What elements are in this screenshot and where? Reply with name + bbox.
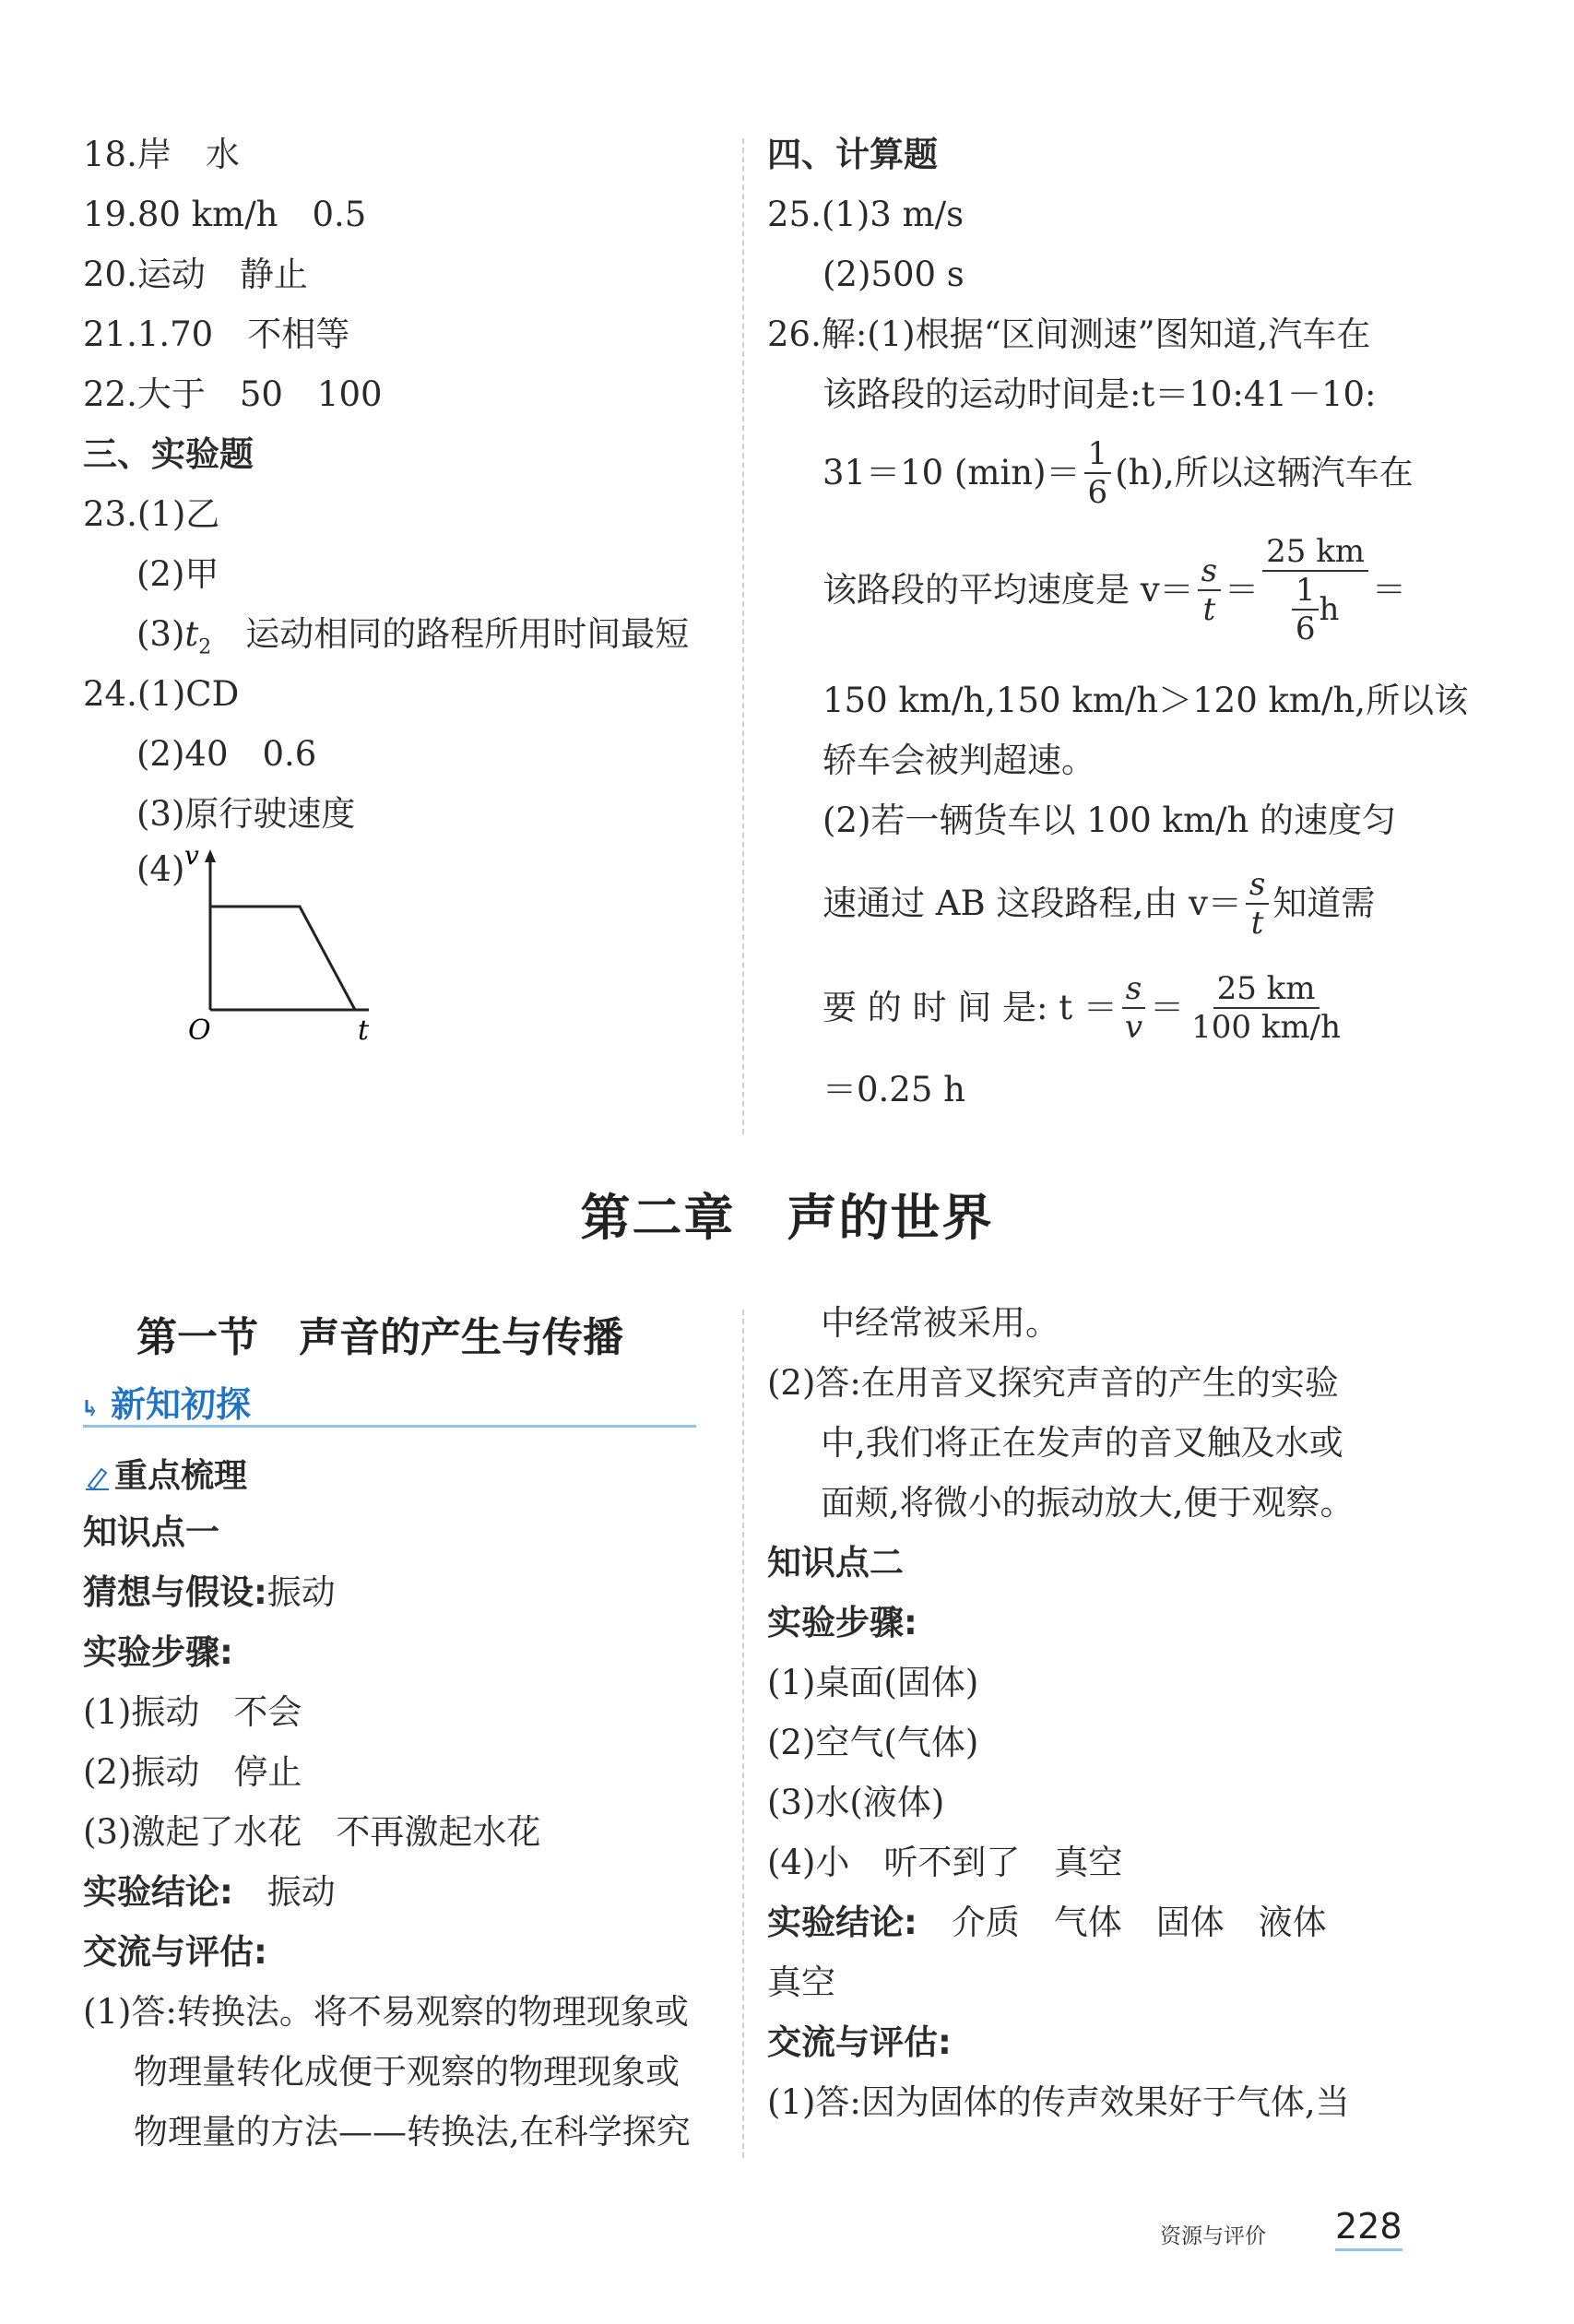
steps-label-2: 实验步骤: [767, 1603, 917, 1642]
nested-numerator: 1 [1292, 572, 1320, 611]
column-divider-bottom [742, 1310, 744, 2158]
pencil-icon [83, 1464, 111, 1491]
graph-t-label: t [358, 1014, 370, 1047]
answer-23-3-text: 运动相同的路程所用时间最短 [211, 614, 690, 654]
column-divider-top [742, 138, 744, 1134]
knowledge-point-2: 知识点二 [767, 1543, 904, 1583]
fraction-denominator: t [1202, 591, 1216, 628]
answer-26-line8-a: 速通过 AB 这段路程,由 v＝ [823, 883, 1242, 923]
fraction-one-sixth [1084, 435, 1112, 511]
fraction-denominator: v [1124, 1009, 1143, 1046]
conclusion-label: 实验结论: [83, 1872, 233, 1912]
fraction-numerator: s [1198, 552, 1221, 591]
chapter-title: 第二章 声的世界 [580, 1189, 994, 1247]
time-subscript: 2 [198, 635, 212, 659]
answer-26-line2: 该路段的运动时间是:t＝10:41－10: [823, 374, 1377, 414]
fraction-s-over-t-2 [1246, 866, 1269, 942]
answer-26-line8-b: 知道需 [1272, 883, 1376, 923]
guess-value: 振动 [266, 1572, 336, 1612]
section-heading-calculation: 四、计算题 [767, 135, 938, 174]
conclusion-value-2: 介质 气体 固体 液体 [917, 1903, 1327, 1942]
heading-rule [83, 1425, 696, 1428]
evaluation-1-line2: 物理量转化成便于观察的物理现象或 [134, 2052, 680, 2092]
right-line-1: 中经常被采用。 [821, 1303, 1059, 1343]
evaluation-1-line3: 物理量的方法——转换法,在科学探究 [134, 2112, 691, 2152]
step-2-3: (3)水(液体) [767, 1783, 945, 1822]
fraction-numerator: s [1246, 866, 1269, 905]
fraction-denominator [1288, 572, 1343, 647]
answer-24-2: (2)40 0.6 [136, 734, 317, 774]
right-line-2: (2)答:在用音叉探究声音的产生的实验 [767, 1363, 1339, 1403]
conclusion-value: 振动 [232, 1872, 336, 1912]
fraction-s-over-t [1198, 552, 1221, 628]
conclusion-line-1 [83, 1869, 336, 1915]
equals-sign: ＝ [1225, 570, 1260, 610]
answer-26-line1: 26.解:(1)根据“区间测速”图知道,汽车在 [767, 314, 1371, 354]
answer-26-line6: 轿车会被判超速。 [823, 741, 1095, 780]
time-symbol: t [184, 614, 199, 654]
step-1: (1)振动 不会 [83, 1692, 302, 1732]
step-2-1: (1)桌面(固体) [767, 1663, 979, 1702]
answer-26-line8 [823, 862, 1375, 945]
answer-24-4: (4) [136, 849, 185, 889]
fraction-s-over-v [1121, 970, 1146, 1046]
bookmark-icon [83, 1396, 105, 1418]
fraction-25km-over-sixth-h [1262, 533, 1368, 647]
graph-v-arrow [205, 849, 216, 862]
nested-fraction [1292, 572, 1320, 647]
answer-26-line3-a: 31＝10 (min)＝ [823, 453, 1081, 492]
equals-sign: ＝ [1150, 988, 1185, 1027]
answer-26-line4-a: 该路段的平均速度是 v＝ [823, 570, 1194, 610]
answer-24-3: (3)原行驶速度 [136, 794, 356, 834]
fraction-numerator: 1 [1084, 435, 1112, 474]
answer-19: 19.80 km/h 0.5 [83, 195, 367, 234]
answer-26-line9 [823, 966, 1348, 1049]
answer-21: 21.1.70 不相等 [83, 314, 350, 354]
fraction-numerator: s [1122, 970, 1145, 1009]
fraction-numerator: 25 km [1213, 970, 1320, 1009]
answer-26-line3-b: (h),所以这辆汽车在 [1115, 453, 1414, 492]
velocity-time-graph [184, 844, 387, 1047]
right-line-3: 中,我们将正在发声的音叉触及水或 [821, 1423, 1343, 1463]
answer-26-line4 [823, 530, 1406, 650]
answer-20: 20.运动 静止 [83, 255, 308, 294]
fraction-numerator: 25 km [1262, 533, 1368, 572]
new-knowledge-heading [83, 1376, 251, 1427]
fraction-denominator: t [1250, 905, 1264, 942]
fraction-denominator: 100 km/h [1191, 1009, 1342, 1046]
new-knowledge-label: 新知初探 [111, 1384, 252, 1425]
answer-25-2: (2)500 s [823, 255, 965, 294]
graph-v-label: v [184, 844, 199, 871]
answer-26-line7: (2)若一辆货车以 100 km/h 的速度匀 [823, 800, 1397, 840]
knowledge-point-1: 知识点一 [83, 1512, 219, 1552]
graph-line [210, 907, 355, 1010]
step-2-4: (4)小 听不到了 真空 [767, 1843, 1123, 1882]
answer-26-line5: 150 km/h,150 km/h＞120 km/h,所以该 [823, 681, 1469, 720]
answer-24-1: 24.(1)CD [83, 674, 240, 714]
right-line-4: 面颊,将微小的振动放大,便于观察。 [821, 1483, 1355, 1523]
fraction-25km-over-100kmh [1188, 970, 1344, 1046]
answer-26-result: ＝0.25 h [823, 1070, 965, 1109]
guess-label: 猜想与假设: [83, 1572, 267, 1612]
steps-label-1: 实验步骤: [83, 1632, 233, 1672]
answer-18: 18.岸 水 [83, 135, 240, 174]
answer-22: 22.大于 50 100 [83, 374, 383, 414]
evaluation-1-line1: (1)答:转换法。将不易观察的物理现象或 [83, 1992, 689, 2032]
guess-line [83, 1570, 336, 1616]
evaluation-2-line1: (1)答:因为固体的传声效果好于气体,当 [767, 2082, 1350, 2122]
conclusion-line-2b: 真空 [767, 1962, 835, 2002]
graph-origin-label: O [188, 1014, 211, 1047]
evaluation-label-2: 交流与评估: [767, 2022, 952, 2062]
answer-23-3 [136, 611, 689, 670]
unit-h: h [1319, 591, 1340, 628]
fraction-denominator: 6 [1087, 474, 1108, 511]
nested-denominator: 6 [1295, 611, 1316, 647]
page-number: 228 [1335, 2206, 1402, 2251]
answer-26-line9-a: 要 的 时 间 是: t ＝ [823, 988, 1118, 1027]
answer-23-3-prefix: (3) [136, 614, 185, 654]
key-points-label: 重点梳理 [114, 1457, 248, 1495]
answer-23-2: (2)甲 [136, 554, 219, 594]
answer-25-1: 25.(1)3 m/s [767, 195, 965, 234]
footer-book-title: 资源与评价 [1160, 2224, 1266, 2248]
section-title: 第一节 声音的产生与传播 [136, 1314, 623, 1361]
step-3: (3)激起了水花 不再激起水花 [83, 1812, 541, 1852]
conclusion-label-2: 实验结论: [767, 1903, 917, 1942]
section-heading-experiment: 三、实验题 [83, 434, 254, 474]
evaluation-label-1: 交流与评估: [83, 1932, 267, 1972]
step-2-2: (2)空气(气体) [767, 1723, 979, 1762]
key-points-heading [83, 1450, 247, 1497]
answer-23-1: 23.(1)乙 [83, 494, 220, 534]
answer-26-line3 [823, 432, 1414, 515]
conclusion-line-2 [767, 1900, 1327, 1946]
equals-sign-end: ＝ [1372, 570, 1407, 610]
step-2: (2)振动 停止 [83, 1752, 302, 1792]
